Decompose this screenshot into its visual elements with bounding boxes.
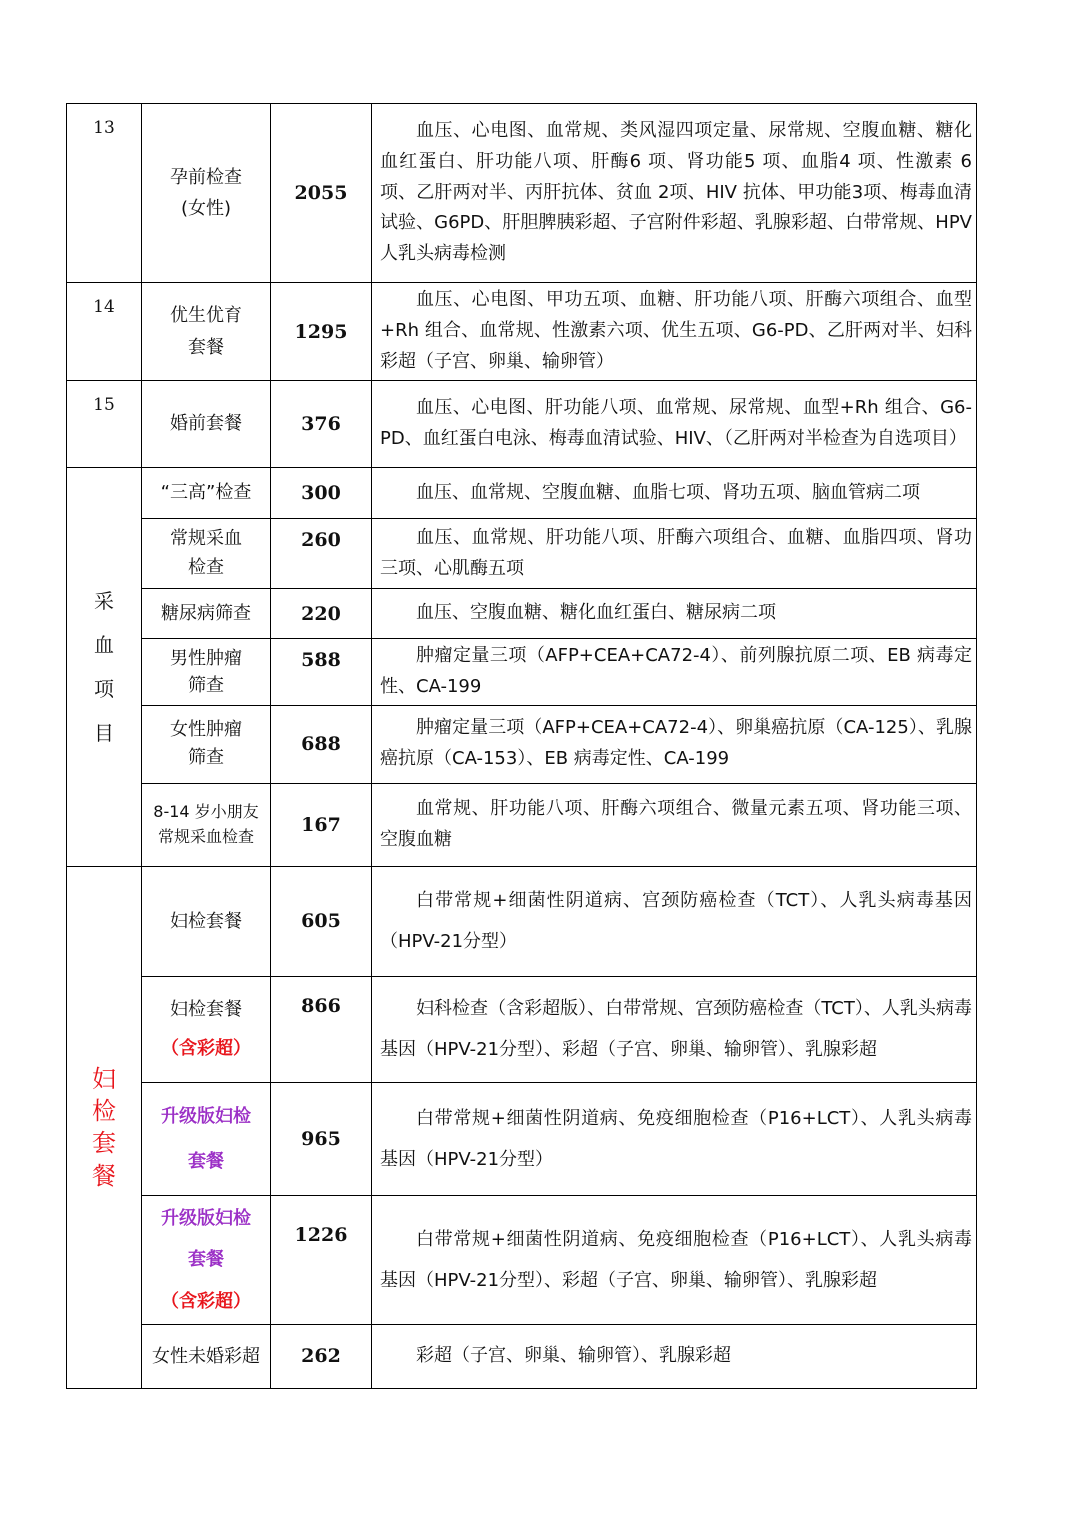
package-price: 866: [271, 976, 372, 1082]
package-name: “三高”检查: [142, 468, 271, 519]
package-items: 白带常规+细菌性阴道病、免疫细胞检查（P16+LCT）、人乳头病毒基因（HPV-21分型）、彩超（子宫、卵巢、输卵管）、乳腺彩超: [372, 1195, 977, 1324]
package-items: 肿瘤定量三项（AFP+CEA+CA72-4）、卵巢癌抗原（CA-125）、乳腺癌抗原（CA-153）、EB 病毒定性、CA-199: [372, 705, 977, 783]
package-name: 糖尿病筛查: [142, 589, 271, 639]
package-name: 婚前套餐: [142, 381, 271, 468]
package-name-note: （含彩超）: [161, 1290, 251, 1312]
package-price: 220: [271, 589, 372, 639]
package-name: 妇检套餐 （含彩超）: [142, 976, 271, 1082]
package-items: 血压、血常规、肝功能八项、肝酶六项组合、血糖、血脂四项、肾功三项、心肌酶五项: [372, 519, 977, 589]
table-row: [67, 639, 977, 706]
table-row: [67, 1324, 977, 1388]
package-items: 血压、空腹血糖、糖化血红蛋白、糖尿病二项: [372, 589, 977, 639]
package-name: 8-14 岁小朋友 常规采血检查: [142, 783, 271, 866]
table-row: [67, 783, 977, 866]
row-number: 14: [67, 283, 142, 381]
row-number: 13: [67, 104, 142, 283]
package-price: 688: [271, 705, 372, 783]
package-items: 彩超（子宫、卵巢、输卵管）、乳腺彩超: [372, 1324, 977, 1388]
package-items: 妇科检查（含彩超版）、白带常规、宫颈防癌检查（TCT）、人乳头病毒基因（HPV-21分型）、彩超（子宫、卵巢、输卵管）、乳腺彩超: [372, 976, 977, 1082]
table-row: [67, 589, 977, 639]
package-price: 2055: [271, 104, 372, 283]
package-price: 300: [271, 468, 372, 519]
table-row: [67, 866, 977, 976]
package-price: 965: [271, 1082, 372, 1195]
package-name: 常规采血 检查: [142, 519, 271, 589]
package-price: 1295: [271, 283, 372, 381]
package-items: 血压、血常规、空腹血糖、血脂七项、肾功五项、脑血管病二项: [372, 468, 977, 519]
package-price: 260: [271, 519, 372, 589]
package-items: 白带常规+细菌性阴道病、免疫细胞检查（P16+LCT）、人乳头病毒基因（HPV-21分型）: [372, 1082, 977, 1195]
package-name: 优生优育 套餐: [142, 283, 271, 381]
package-price: 1226: [271, 1195, 372, 1324]
package-name: 孕前检查 (女性): [142, 104, 271, 283]
package-price: 605: [271, 866, 372, 976]
package-name: 女性未婚彩超: [142, 1324, 271, 1388]
table-row: [67, 283, 977, 381]
package-table: [66, 103, 977, 1389]
package-price: 376: [271, 381, 372, 468]
table-row: [67, 976, 977, 1082]
package-price: 167: [271, 783, 372, 866]
table-row: [67, 104, 977, 283]
category-gyn-packages: 妇 检 套 餐: [67, 866, 142, 1388]
package-name: 升级版妇检 套餐: [142, 1082, 271, 1195]
table-row: [67, 381, 977, 468]
package-name-note: （含彩超）: [161, 1038, 251, 1060]
table-row: [67, 468, 977, 519]
package-name: 妇检套餐: [142, 866, 271, 976]
package-price: 262: [271, 1324, 372, 1388]
package-items: 血压、心电图、甲功五项、血糖、肝功能八项、肝酶六项组合、血型+Rh 组合、血常规、性激素六项、优生五项、G6-PD、乙肝两对半、妇科彩超（子宫、卵巢、输卵管）: [372, 283, 977, 381]
package-name: 女性肿瘤 筛查: [142, 705, 271, 783]
package-name: 升级版妇检 套餐 （含彩超）: [142, 1195, 271, 1324]
table-row: [67, 1082, 977, 1195]
table-row: [67, 705, 977, 783]
table-row: [67, 519, 977, 589]
row-number: 15: [67, 381, 142, 468]
package-items: 血常规、肝功能八项、肝酶六项组合、微量元素五项、肾功能三项、空腹血糖: [372, 783, 977, 866]
package-items: 白带常规+细菌性阴道病、宫颈防癌检查（TCT）、人乳头病毒基因（HPV-21分型）: [372, 866, 977, 976]
package-items: 肿瘤定量三项（AFP+CEA+CA72-4）、前列腺抗原二项、EB 病毒定性、CA-199: [372, 639, 977, 706]
category-blood-tests: 采 血 项 目: [67, 468, 142, 867]
table-row: [67, 1195, 977, 1324]
package-items: 血压、心电图、肝功能八项、血常规、尿常规、血型+Rh 组合、G6-PD、血红蛋白电泳、梅毒血清试验、HIV、（乙肝两对半检查为自选项目）: [372, 381, 977, 468]
package-items: 血压、心电图、血常规、类风湿四项定量、尿常规、空腹血糖、糖化血红蛋白、肝功能八项、肝酶6 项、肾功能5 项、血脂4 项、性激素 6 项、乙肝两对半、丙肝抗体、贫血 2项、HIV 抗体、甲功能3项、梅毒血清试验、G6PD、肝胆脾胰彩超、子宫附件彩超、乳腺彩超、白带常规、HPV 人乳头病毒检测: [372, 104, 977, 283]
package-price: 588: [271, 639, 372, 706]
package-name: 男性肿瘤 筛查: [142, 639, 271, 706]
